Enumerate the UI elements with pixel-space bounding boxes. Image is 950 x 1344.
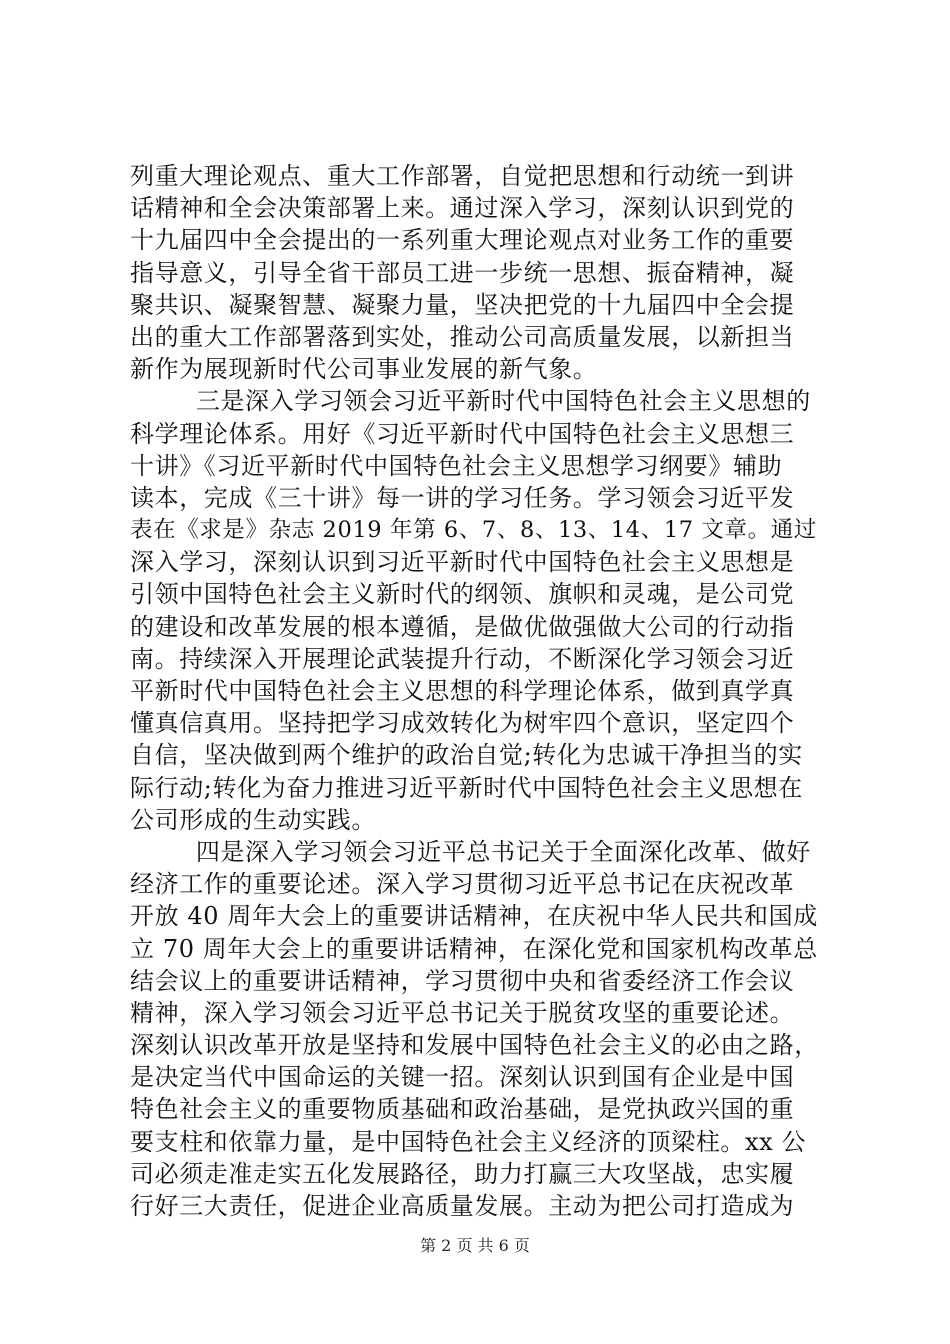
text-line: 结会议上的重要讲话精神，学习贯彻中央和省委经济工作会议 [130, 966, 795, 995]
text-line: 经济工作的重要论述。深入学习贯彻习近平总书记在庆祝改革 [130, 870, 795, 899]
text-line: 科学理论体系。用好《习近平新时代中国特色社会主义思想三 [130, 419, 795, 448]
body-text [130, 160, 830, 1222]
text-line: 列重大理论观点、重大工作部署，自觉把思想和行动统一到讲 [130, 162, 795, 190]
text-line: 是决定当代中国命运的关键一招。深刻认识到国有企业是中国 [130, 1063, 795, 1092]
text-line: 南。持续深入开展理论武装提升行动，不断深化学习领会习近 [130, 644, 795, 673]
text-line: 新作为展现新时代公司事业发展的新气象。 [130, 355, 598, 384]
text-line: 聚共识、凝聚智慧、凝聚力量，坚决把党的十九届四中全会提 [130, 290, 795, 319]
text-line: 表在《求是》杂志 2019 年第 6、7、8、13、14、17 文章。通过 [130, 517, 817, 544]
text-line: 自信，坚决做到两个维护的政治自觉;转化为忠诚干净担当的实 [130, 741, 803, 770]
text-line: 行好三大责任，促进企业高质量发展。主动为把公司打造成为 [130, 1192, 795, 1220]
text-line: 四是深入学习领会习近平总书记关于全面深化改革、做好 [130, 837, 811, 866]
text-line: 立 70 周年大会上的重要讲话精神，在深化党和国家机构改革总 [130, 934, 818, 963]
text-line: 的建设和改革发展的根本遵循，是做优做强做大公司的行动指 [130, 612, 795, 641]
text-line: 际行动;转化为奋力推进习近平新时代中国特色社会主义思想在 [130, 773, 803, 802]
page-footer: 第 2 页 共 6 页 [420, 1236, 530, 1255]
text-line: 要支柱和依靠力量，是中国特色社会主义经济的顶梁柱。xx 公 [130, 1127, 807, 1156]
text-line: 平新时代中国特色社会主义思想的科学理论体系，做到真学真 [130, 677, 795, 705]
text-line: 开放 40 周年大会上的重要讲话精神，在庆祝中华人民共和国成 [130, 902, 818, 931]
text-line: 精神，深入学习领会习近平总书记关于脱贫攻坚的重要论述。 [130, 998, 795, 1027]
text-line: 出的重大工作部署落到实处，推动公司高质量发展，以新担当 [130, 322, 795, 351]
text-line: 司必须走准走实五化发展路径，助力打赢三大攻坚战，忠实履 [130, 1159, 795, 1188]
text-line: 公司形成的生动实践。 [130, 805, 376, 834]
text-line: 引领中国特色社会主义新时代的纲领、旗帜和灵魂，是公司党 [130, 580, 795, 609]
text-line: 三是深入学习领会习近平新时代中国特色社会主义思想的 [130, 387, 811, 416]
text-line: 指导意义，引导全省干部员工进一步统一思想、振奋精神，凝 [130, 258, 795, 287]
text-line: 读本，完成《三十讲》每一讲的学习任务。学习领会习近平发 [130, 483, 795, 512]
text-line: 十讲》《习近平新时代中国特色社会主义思想学习纲要》辅助 [130, 451, 783, 480]
text-line: 特色社会主义的重要物质基础和政治基础，是党执政兴国的重 [130, 1095, 795, 1124]
text-line: 话精神和全会决策部署上来。通过深入学习，深刻认识到党的 [130, 194, 795, 223]
text-line: 懂真信真用。坚持把学习成效转化为树牢四个意识，坚定四个 [130, 709, 795, 738]
text-line: 深刻认识改革开放是坚持和发展中国特色社会主义的必由之路， [130, 1031, 819, 1060]
text-line: 十九届四中全会提出的一系列重大理论观点对业务工作的重要 [130, 226, 795, 255]
text-line: 深入学习，深刻认识到习近平新时代中国特色社会主义思想是 [130, 548, 795, 577]
